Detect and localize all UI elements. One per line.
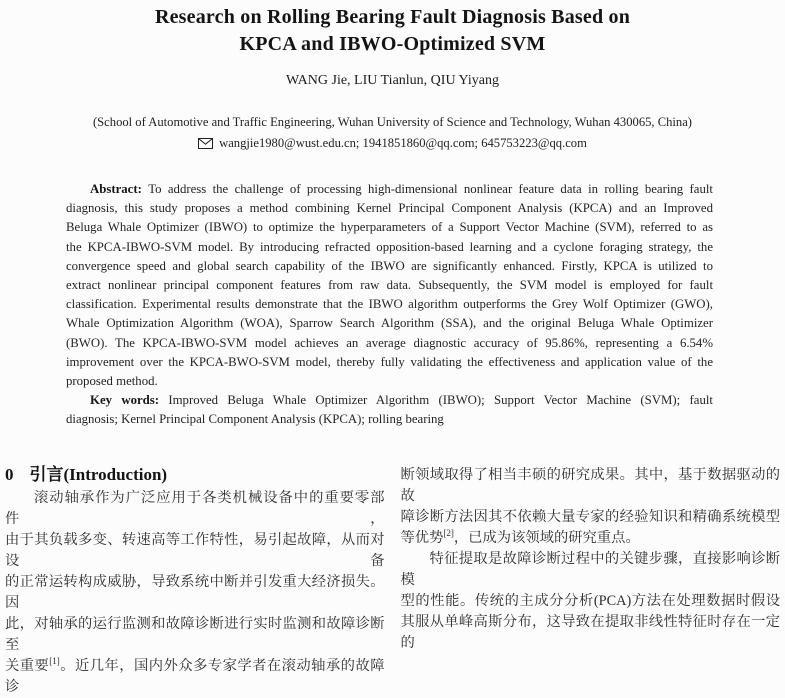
abstract-line: Whale Optimization Algorithm (WOA), Sparrow Search Algorithm (SSA), and the original Beluga Whale Optimizer [66, 316, 713, 331]
abstract-line: proposed method. [66, 374, 158, 389]
section-title-cjk: 引言 [29, 465, 64, 484]
abstract-line: the KPCA-IBWO-SVM model. By introducing refracted opposition-based learning and a cyclone foraging strategy, the [66, 239, 713, 254]
abstract-line: Beluga Whale Optimizer (IBWO) to optimize the hyperparameters of a Support Vector Machine (SVM), referred to as [66, 220, 713, 235]
paper-title-line2: KPCA and IBWO-Optimized SVM [239, 33, 546, 55]
paper-page [0, 4, 785, 695]
abstract-keywords-block [66, 180, 713, 430]
right-column [401, 463, 781, 698]
section-number: 0 [5, 465, 14, 484]
body-text-line: 其服从单峰高斯分布，这导致在提取非线性特征时存在一定的 [400, 614, 780, 651]
abstract-line: improvement over the KPCA-BWO-SVM model, thereby fully validating the effectiveness and application value of the [66, 354, 713, 369]
body-text-line: 此，对轴承的运行监测和故障诊断进行实时监测和故障诊断至 [5, 616, 385, 653]
abstract-line: diagnosis, this study proposes a method combining Kernel Principal Component Analysis (KPCA) and an Improved [66, 201, 713, 216]
envelope-icon [198, 138, 213, 149]
abstract-line: convergence speed and global search capability of the IBWO are significantly enhanced. Firstly, KPCA is utilized to [66, 258, 713, 273]
paper-title-line1: Research on Rolling Bearing Fault Diagnosis Based on [154, 6, 631, 28]
abstract-label: Abstract: [90, 182, 149, 196]
affiliation-line: (School of Automotive and Traffic Engineering, Wuhan University of Science and Technology, Wuhan 430065, China) [92, 115, 692, 129]
keywords-line [66, 391, 713, 410]
keywords-line: diagnosis; Kernel Principal Component Analysis (KPCA); rolling bearing [66, 412, 444, 427]
body-text-line: 的正常运转构成威胁，导致系统中断并引发重大经济损失。因 [5, 574, 385, 611]
body-text-line: 滚动轴承作为广泛应用于各类机械设备中的重要零部件， [5, 490, 385, 527]
abstract-line: (BWO). The KPCA-IBWO-SVM model achieves an average diagnostic accuracy of 95.86%, representing a 6.54% [66, 335, 713, 350]
two-column-body [5, 463, 780, 698]
abstract-line: classification. Experimental results demonstrate that the IBWO algorithm outperforms the Grey Wolf Optimizer (GWO), [66, 297, 713, 312]
section-title-en: (Introduction) [63, 465, 168, 484]
body-text-line: 由于其负载多变、转速高等工作特性，易引起故障，从而对设备 [5, 532, 385, 569]
keywords-text: Improved Beluga Whale Optimizer Algorithm (IBWO); Support Vector Machine (SVM); fault [168, 393, 713, 408]
body-text-line: 断领域取得了相当丰硕的研究成果。其中，基于数据驱动的故 [400, 467, 780, 504]
email-addresses: wangjie1980@wust.edu.cn; 1941851860@qq.com; 645753223@qq.com [219, 136, 587, 150]
left-column [5, 463, 385, 698]
body-text-line: 型的性能。传统的主成分分析(PCA)方法在处理数据时假设 [400, 593, 780, 609]
contact-line [0, 136, 785, 151]
body-text-line: 关重要[1]。近几年，国内外众多专家学者在滚动轴承的故障诊 [5, 656, 385, 695]
abstract-text: To address the challenge of processing high-dimensional nonlinear feature data in rolling bearing fault [148, 182, 713, 196]
keywords-label: Key words: [90, 393, 169, 408]
body-text-line: 障诊断方法因其不依赖大量专家的经验知识和精确系统模型 [400, 509, 780, 525]
abstract-line [66, 180, 713, 199]
section-heading-introduction [5, 463, 385, 487]
body-text-line: 等优势[2]，已成为该领域的研究重点。 [400, 528, 640, 546]
authors-line: WANG Jie, LIU Tianlun, QIU Yiyang [286, 73, 499, 88]
body-text-line: 特征提取是故障诊断过程中的关键步骤，直接影响诊断模 [400, 551, 780, 588]
abstract-line: extract nonlinear principal component features from raw data. Subsequently, the SVM model is employed for fault [66, 278, 713, 293]
paper-title [0, 4, 785, 58]
